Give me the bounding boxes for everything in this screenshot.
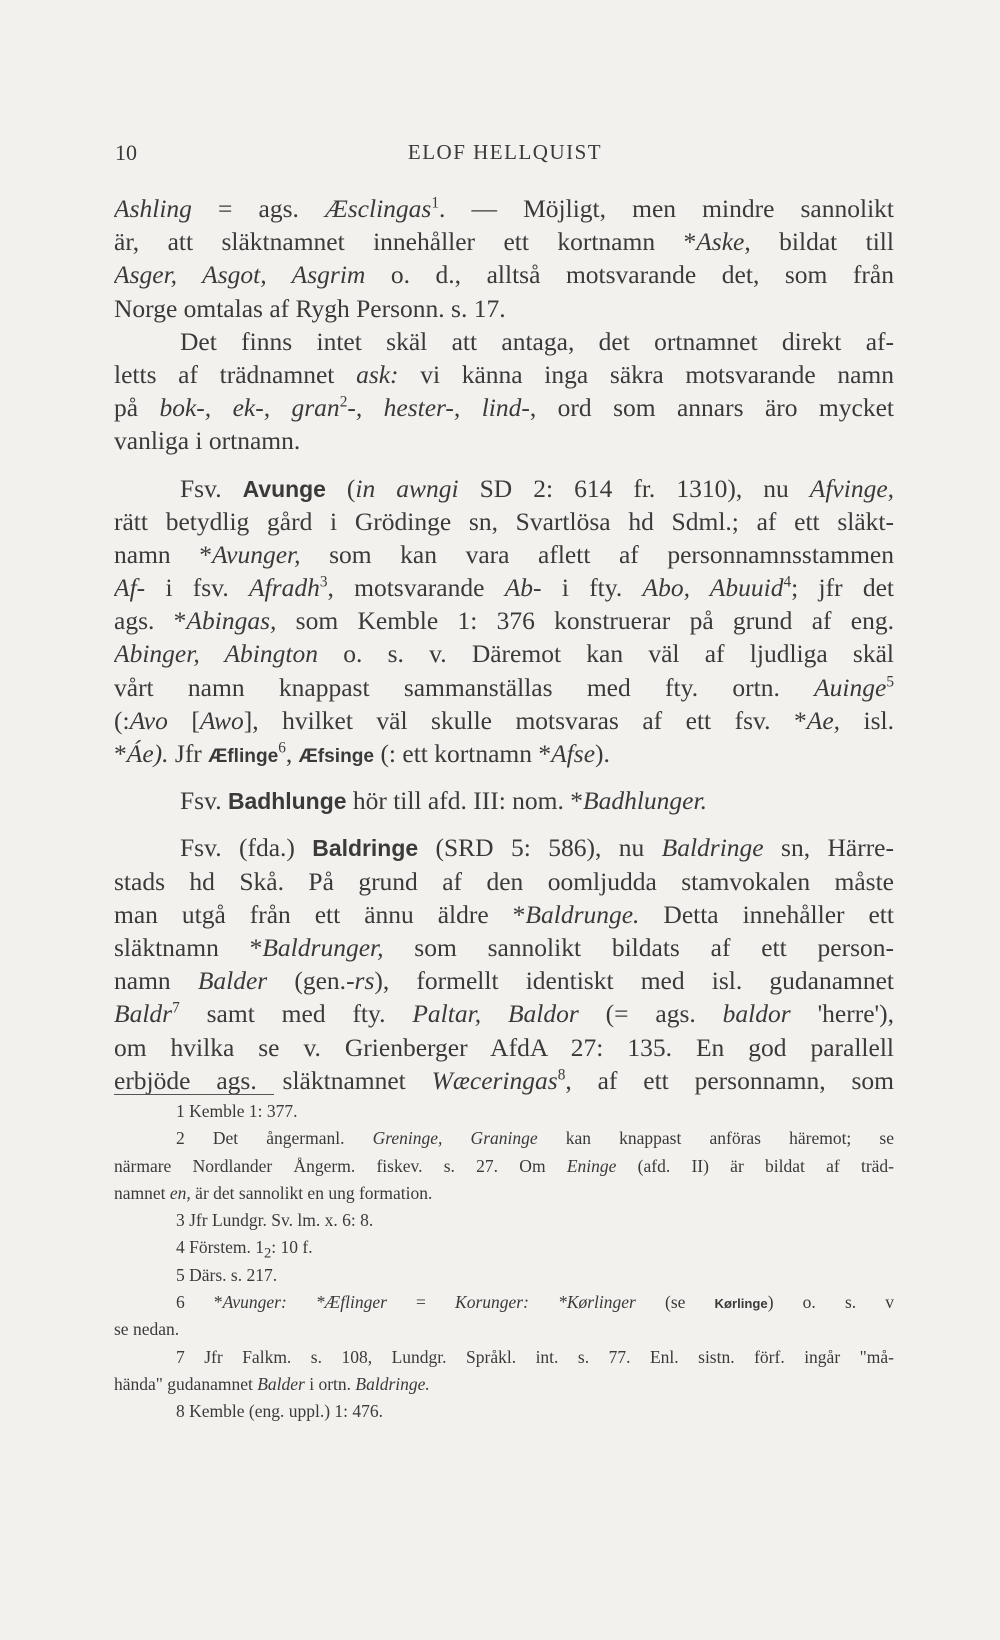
footnote-line: namnet en, är det sannolikt en ung formation. <box>114 1182 433 1203</box>
text-line: man utgå från ett ännu äldre *Baldrunge. Detta innehåller ett <box>114 899 894 929</box>
text-line: Abinger, Abington o. s. v. Däremot kan väl af ljudliga skäl <box>114 639 894 669</box>
text-line: letts af trädnamnet ask: vi känna inga säkra motsvarande namn <box>114 359 894 389</box>
text-line: vanliga i ortnamn. <box>114 426 301 456</box>
page-number: 10 <box>115 140 137 165</box>
page-header <box>115 140 895 176</box>
footnote-line: hända" gudanamnet Balder i ortn. Baldringe. <box>114 1373 430 1394</box>
text-line: vårt namn knappast sammanställas med fty. ortn. Auinge$^5$ <box>114 672 894 702</box>
text-line: namn *Avunger, som kan vara aflett af personnamnsstammen <box>114 539 894 569</box>
main-text <box>114 192 894 1097</box>
text-line: Norge omtalas af Rygh Personn. s. 17. <box>114 293 506 323</box>
footnote: 1 Kemble 1: 377. <box>176 1101 298 1121</box>
footnote: 4 Förstem. $1_2$: 10 f. <box>176 1237 313 1262</box>
headword: Baldringe <box>312 835 419 862</box>
text-line: *Áe). Jfr Æflinge$^6$, Æfsinge (: ett kortnamn *Afse). <box>114 739 610 768</box>
text-line: Fsv. Avunge (in awngi SD 2: 614 fr. 1310), nu Afvinge, <box>180 473 894 503</box>
footnote: 2 Det ångermanl. Greninge, Graninge kan knappast anföras häremot; se <box>176 1128 894 1149</box>
text-line: Asger, Asgot, Asgrim o. d., alltså motsvarande det, som från <box>114 260 894 290</box>
text-line: (:Avo [Awo], hvilket väl skulle motsvaras af ett fsv. *Ae, isl. <box>114 705 894 735</box>
text-line: erbjöde ags. släktnamnet Wæceringas$^8$, af ett personnamn, som <box>114 1065 894 1095</box>
footnotes <box>114 1098 894 1426</box>
text-line: på bok-, ek-, gran$^2$-, hester-, lind-, ord som annars äro mycket <box>114 393 894 423</box>
headword: Avunge <box>242 475 326 502</box>
text-line: Fsv. Badhlunge hör till afd. III: nom. *Badhlunger. <box>180 786 707 816</box>
running-head: ELOF HELLQUIST <box>407 140 603 164</box>
text-line: namn Balder (gen.-rs), formellt identiskt med isl. gudanamnet <box>114 966 894 996</box>
footnote: 6 *Avunger: *Æflinger = Korunger: *Kørlinger (se Kørlinge) o. s. v <box>176 1292 894 1313</box>
text-line: ags. *Abingas, som Kemble 1: 376 konstruerar på grund af eng. <box>114 606 894 636</box>
footnote: 8 Kemble (eng. uppl.) 1: 476. <box>176 1401 384 1422</box>
text-line: om hvilka se v. Grienberger AfdA 27: 135. En god parallell <box>114 1032 894 1062</box>
footnote-line: närmare Nordlander Ångerm. fiskev. s. 27. Om Eninge (afd. II) är bildat af träd- <box>114 1155 894 1176</box>
headword: Badhlunge <box>227 788 347 815</box>
text-line: stads hd Skå. På grund af den oomljudda stamvokalen måste <box>114 866 894 896</box>
text-line: Fsv. (fda.) Baldringe (SRD 5: 586), nu Baldringe sn, Härre- <box>180 833 894 863</box>
footnote-rule <box>114 1094 274 1095</box>
text-line: släktnamn *Baldrunger, som sannolikt bildats af ett person- <box>114 932 894 962</box>
text-line: är, att släktnamnet innehåller ett kortnamn *Aske, bildat till <box>114 227 894 257</box>
footnote-line: se nedan. <box>114 1319 180 1340</box>
footnote: 7 Jfr Falkm. s. 108, Lundgr. Språkl. int. s. 77. Enl. sistn. förf. ingår "må- <box>176 1346 894 1367</box>
text-line: Af- i fsv. Afradh$^3$, motsvarande Ab- i fty. Abo, Abuuid$^4$; jfr det <box>114 573 894 603</box>
text-line: Baldr$^7$ samt med fty. Paltar, Baldor (= ags. baldor 'herre'), <box>114 999 894 1029</box>
footnote: 3 Jfr Lundgr. Sv. lm. x. 6: 8. <box>176 1210 374 1231</box>
text-line: Det finns intet skäl att antaga, det ortnamnet direkt af- <box>180 326 894 356</box>
text-line: rätt betydlig gård i Grödinge sn, Svartlösa hd Sdml.; af ett släkt- <box>114 506 894 536</box>
text-line: Ashling = ags. Æsclingas$^1$. — Möjligt, men mindre sannolikt <box>114 194 894 223</box>
footnote: 5 Därs. s. 217. <box>176 1264 278 1285</box>
